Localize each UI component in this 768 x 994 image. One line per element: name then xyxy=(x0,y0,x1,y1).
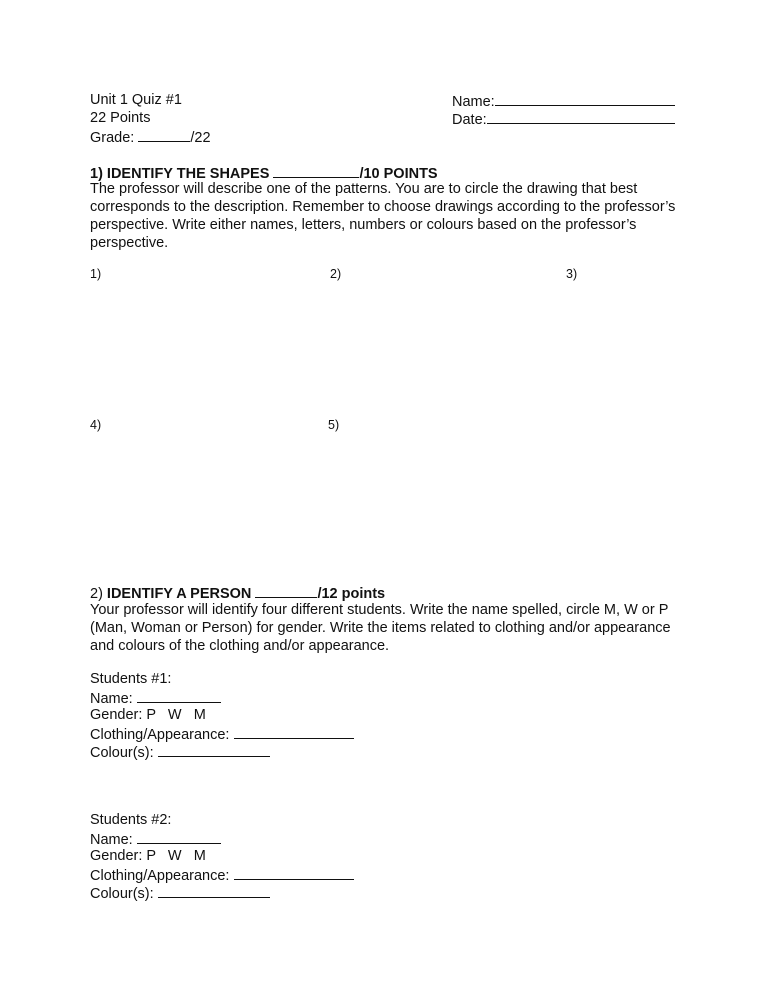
student-1-colour-blank[interactable] xyxy=(158,742,270,757)
student-1-name-blank[interactable] xyxy=(137,688,221,703)
grade-blank[interactable] xyxy=(138,127,190,142)
section2-heading-number: 2) xyxy=(90,586,107,602)
student-1-gender[interactable]: Gender: P W M xyxy=(90,707,206,723)
section1-heading-title: 1) IDENTIFY THE SHAPES xyxy=(90,166,274,182)
student-2-title: Students #2: xyxy=(90,812,172,828)
name-label: Name: xyxy=(452,94,495,110)
student-1-colour-row xyxy=(90,742,270,762)
section2-instructions: Your professor will identify four different students. Write the name spelled, circle M, W or P (Man, Woman or Person) for gender. Write the items related to clothing and/or appearance and colours of the clothing and/or appearance. xyxy=(90,602,671,654)
shape-item-4: 4) xyxy=(90,418,102,432)
student-2-clothing-row xyxy=(90,865,354,885)
quiz-points: 22 Points xyxy=(90,110,151,126)
grade-row xyxy=(90,127,211,147)
quiz-title: Unit 1 Quiz #1 xyxy=(90,92,182,108)
shape-item-2: 2) xyxy=(330,267,342,281)
student-1-colour-label: Colour(s): xyxy=(90,745,158,761)
shape-item-1: 1) xyxy=(90,267,102,281)
section2-heading-title: IDENTIFY A PERSON xyxy=(106,586,256,602)
student-1-name-label: Name: xyxy=(90,691,137,707)
student-2-colour-row xyxy=(90,883,270,903)
student-1-name-row xyxy=(90,688,221,708)
student-2-colour-blank[interactable] xyxy=(158,883,270,898)
date-row xyxy=(452,109,675,129)
section1-instructions: The professor will describe one of the patterns. You are to circle the drawing that best corresponds to the description. Remember to choose drawings according to the professor’s perspective. Write either names, letters, numbers or colours based on the professor’s perspective. xyxy=(90,181,676,251)
student-2-name-row xyxy=(90,829,221,849)
section1-heading-points: /10 POINTS xyxy=(359,166,438,182)
date-blank[interactable] xyxy=(487,109,675,124)
student-2-colour-label: Colour(s): xyxy=(90,886,158,902)
name-blank[interactable] xyxy=(495,91,675,106)
section1-score-blank[interactable] xyxy=(273,163,359,178)
section2-score-blank[interactable] xyxy=(255,583,317,598)
student-1-clothing-row xyxy=(90,724,354,744)
shape-item-3: 3) xyxy=(566,267,578,281)
student-2-name-label: Name: xyxy=(90,832,137,848)
grade-label: Grade: xyxy=(90,130,139,146)
student-2-clothing-blank[interactable] xyxy=(234,865,354,880)
student-1-clothing-label: Clothing/Appearance: xyxy=(90,727,234,743)
section2-heading xyxy=(90,583,385,603)
student-1-clothing-blank[interactable] xyxy=(234,724,354,739)
shape-item-5: 5) xyxy=(328,418,340,432)
student-2-clothing-label: Clothing/Appearance: xyxy=(90,868,234,884)
date-label: Date: xyxy=(452,112,487,128)
name-row xyxy=(452,91,675,111)
student-1-title: Students #1: xyxy=(90,671,172,687)
student-2-gender[interactable]: Gender: P W M xyxy=(90,848,206,864)
section2-heading-points: /12 points xyxy=(317,586,386,602)
student-2-name-blank[interactable] xyxy=(137,829,221,844)
grade-total: /22 xyxy=(190,130,211,146)
